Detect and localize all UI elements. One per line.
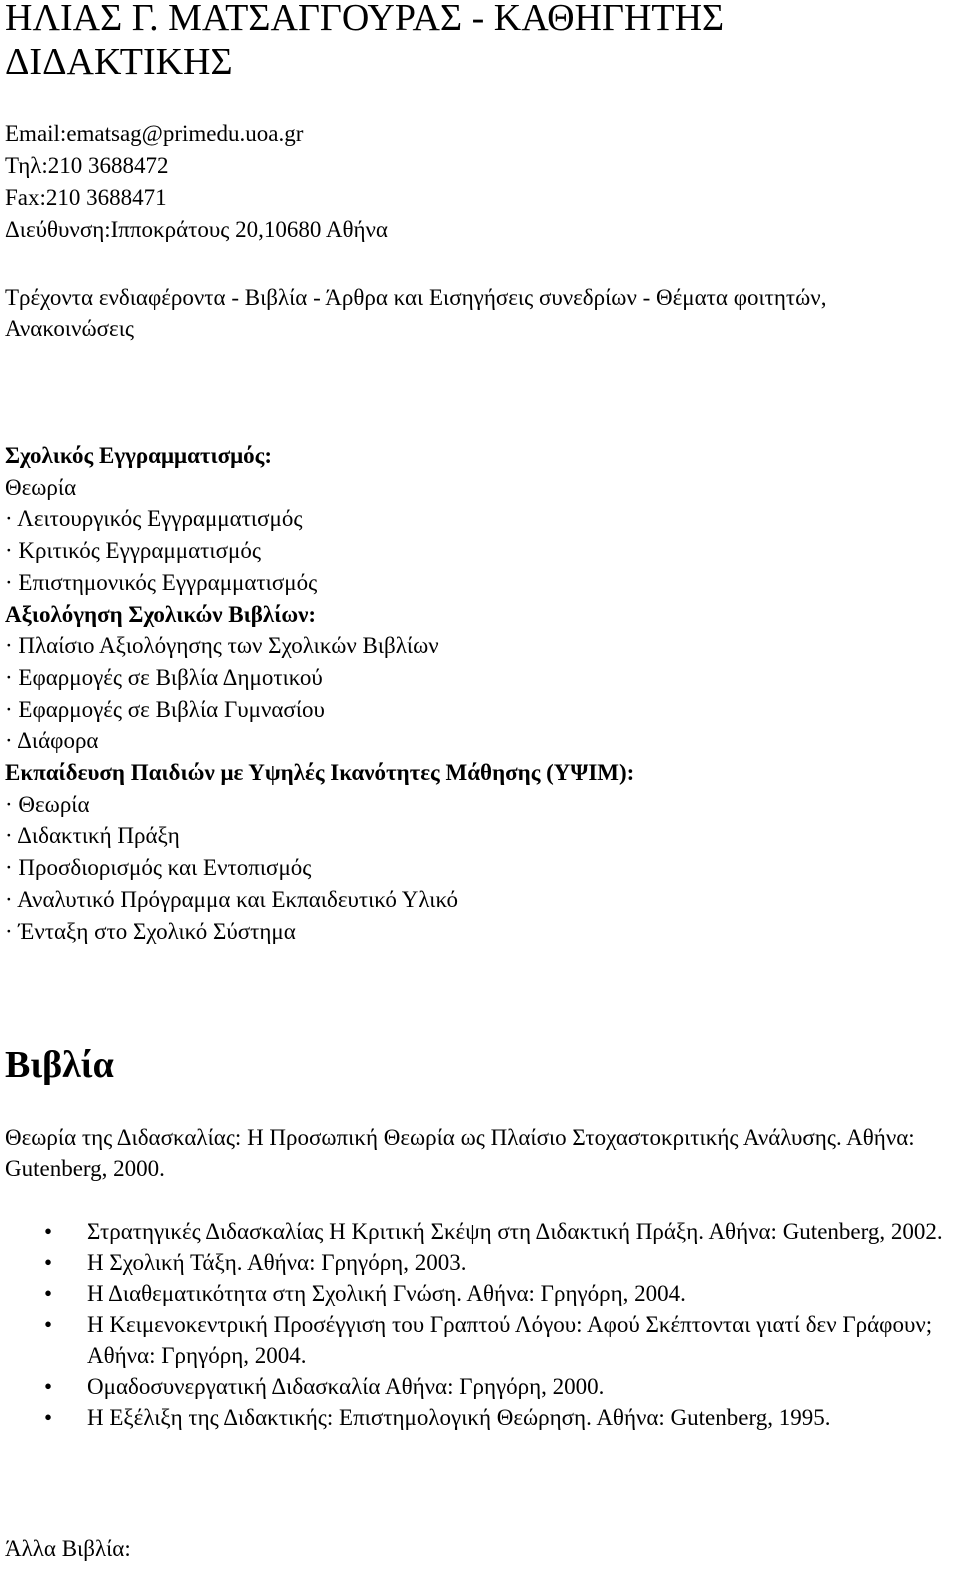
section-item[interactable]: · Κριτικός Εγγραμματισμός: [5, 538, 261, 564]
books-heading: Βιβλία: [5, 1044, 114, 1086]
book-title: Η Σχολική Τάξη. Αθήνα: Γρηγόρη, 2003.: [87, 1250, 467, 1275]
section-item[interactable]: · Εφαρμογές σε Βιβλία Δημοτικού: [5, 664, 323, 690]
bullet-icon: •: [43, 1281, 53, 1306]
book-title: Η Εξέλιξη της Διδακτικής: Επιστημολογική Θεώρηση. Αθήνα: Gutenberg, 1995.: [87, 1405, 831, 1430]
contact-block: [5, 118, 388, 246]
list-item: [5, 1371, 950, 1402]
interests-nav-line[interactable]: Τρέχοντα ενδιαφέροντα - Βιβλία - Άρθρα και Εισηγήσεις συνεδρίων - Θέματα φοιτητών, Ανακοινώσεις: [5, 285, 827, 341]
section-heading: Εκπαίδευση Παιδιών με Υψηλές Ικανότητες Μάθησης (ΥΨΙΜ):: [5, 760, 635, 786]
section-item[interactable]: · Εφαρμογές σε Βιβλία Γυμνασίου: [5, 696, 325, 722]
other-books-label: Άλλα Βιβλία:: [5, 1536, 131, 1561]
page-title: ΗΛΙΑΣ Γ. ΜΑΤΣΑΓΓΟΥΡΑΣ - ΚΑΘΗΓΗΤΗΣ ΔΙΔΑΚΤΙΚΗΣ: [5, 0, 725, 83]
contact-address: Διεύθυνση:Ιπποκράτους 20,10680 Αθήνα: [5, 217, 388, 242]
section-heading: Σχολικός Εγγραμματισμός:: [5, 443, 273, 468]
contact-phone: Τηλ:210 3688472: [5, 153, 169, 178]
list-item: [5, 1247, 950, 1278]
list-item: [5, 1216, 950, 1247]
bullet-icon: •: [43, 1374, 53, 1399]
section-item[interactable]: · Προσδιορισμός και Εντοπισμός: [5, 855, 312, 881]
section-item[interactable]: · Επιστημονικός Εγγραμματισμός: [5, 569, 318, 595]
bullet-icon: •: [43, 1250, 53, 1275]
book-title: Ομαδοσυνεργατική Διδασκαλία Αθήνα: Γρηγόρη, 2000.: [87, 1374, 605, 1399]
topic-sections: [5, 440, 634, 947]
section-item[interactable]: · Λειτουργικός Εγγραμματισμός: [5, 506, 303, 532]
book-entry-main: Θεωρία της Διδασκαλίας: Η Προσωπική Θεωρία ως Πλαίσιο Στοχαστοκριτικής Ανάλυσης. Αθήνα: Gutenberg, 2000.: [5, 1125, 915, 1181]
book-list: [5, 1216, 950, 1433]
list-item: [5, 1309, 950, 1371]
contact-fax: Fax:210 3688471: [5, 185, 167, 210]
list-item: [5, 1278, 950, 1309]
section-item[interactable]: · Θεωρία: [5, 791, 90, 817]
section-heading: Αξιολόγηση Σχολικών Βιβλίων:: [5, 601, 317, 627]
book-title: Στρατηγικές Διδασκαλίας Η Κριτική Σκέψη στη Διδακτική Πράξη. Αθήνα: Gutenberg, 2002.: [87, 1219, 943, 1244]
section-item[interactable]: · Διάφορα: [5, 728, 99, 754]
section-item[interactable]: · Πλαίσιο Αξιολόγησης των Σχολικών Βιβλίων: [5, 633, 439, 659]
bullet-icon: •: [43, 1405, 53, 1430]
section-item[interactable]: Θεωρία: [5, 474, 77, 500]
section-item[interactable]: · Διδακτική Πράξη: [5, 823, 180, 849]
bullet-icon: •: [43, 1219, 53, 1244]
section-item[interactable]: · Αναλυτικό Πρόγραμμα και Εκπαιδευτικό Υλικό: [5, 886, 459, 912]
contact-email[interactable]: Email:ematsag@primedu.uoa.gr: [5, 121, 304, 146]
list-item: [5, 1402, 950, 1433]
section-item[interactable]: · Ένταξη στο Σχολικό Σύστημα: [5, 918, 296, 944]
book-title: Η Κειμενοκεντρική Προσέγγιση του Γραπτού Λόγου: Αφού Σκέπτονται γιατί δεν Γράφουν; Αθήνα: Γρηγόρη, 2004.: [87, 1312, 933, 1368]
bullet-icon: •: [43, 1312, 53, 1337]
book-title: Η Διαθεματικότητα στη Σχολική Γνώση. Αθήνα: Γρηγόρη, 2004.: [87, 1281, 686, 1306]
